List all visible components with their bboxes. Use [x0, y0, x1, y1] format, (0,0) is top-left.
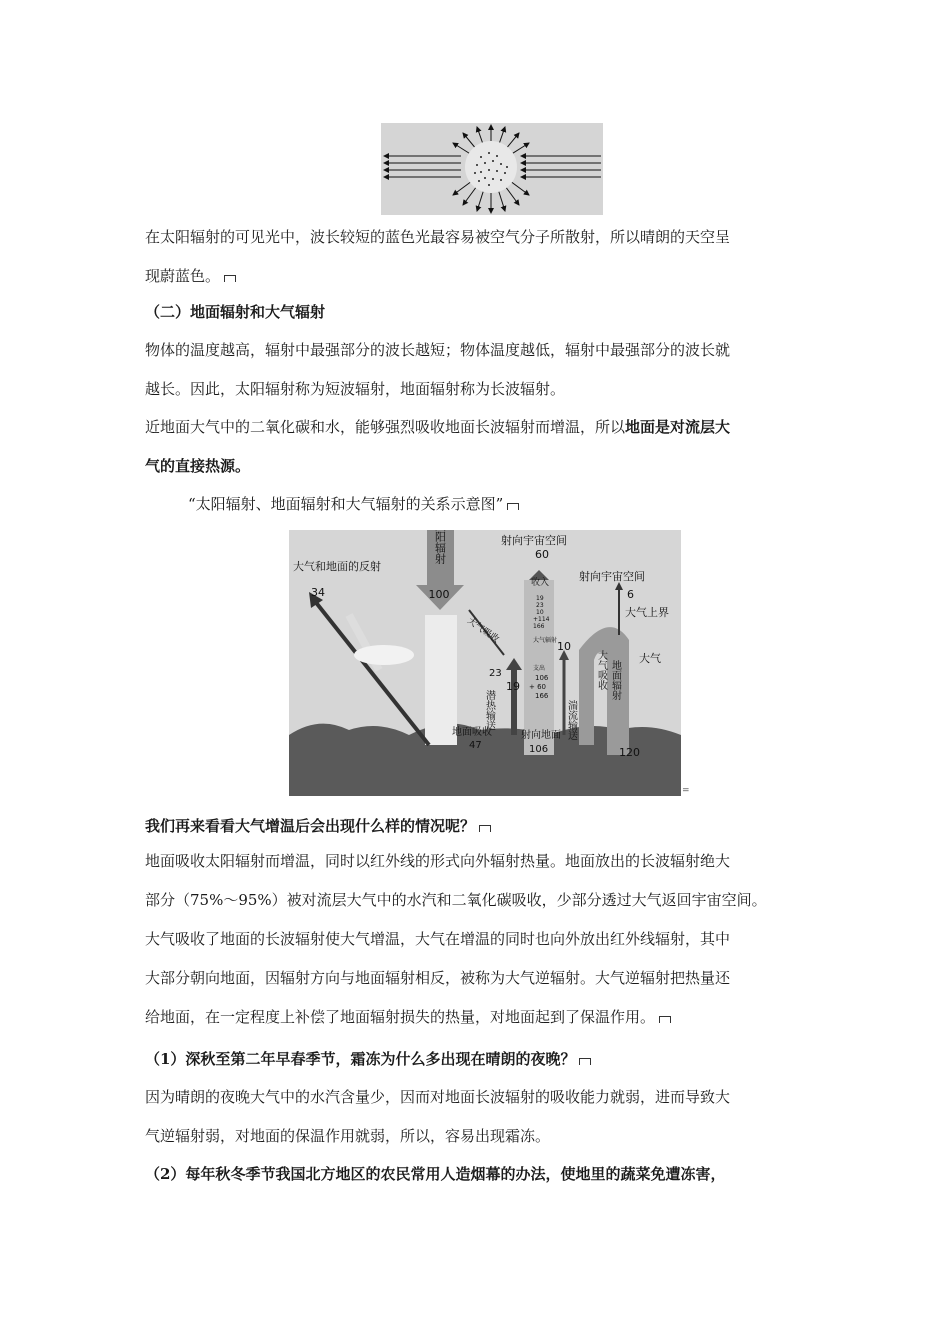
calc1-e: 166: [533, 623, 545, 630]
p4-line2: 部分（75%～95%）被对流层大气中的水汽和二氧化碳吸收，少部分透过大气返回宇宙空间。: [145, 891, 767, 909]
value-19: 19: [506, 680, 520, 693]
value-120: 120: [619, 746, 640, 759]
calc1-a: 19: [536, 595, 544, 602]
paragraph-scattering: [145, 218, 825, 296]
p3-line2: 气的直接热源。: [145, 457, 251, 475]
space1-label: 射向宇宙空间: [501, 534, 567, 547]
p2-line1: 物体的温度越高，辐射中最强部分的波长越短；物体温度越低，辐射中最强部分的波长就: [145, 341, 731, 359]
answer-1: [145, 1078, 825, 1156]
space1-value: 60: [535, 548, 549, 561]
p4-line3: 大气吸收了地面的长波辐射使大气增温，大气在增温的同时也向外放出红外线辐射，其中: [145, 930, 731, 948]
expense-label: 支出: [533, 665, 546, 672]
a1-line1: 因为晴朗的夜晚大气中的水汽含量少，因而对地面长波辐射的吸收能力就弱，进而导致大: [145, 1088, 731, 1106]
value-47: 47: [469, 740, 482, 751]
cloud-shape: [354, 645, 414, 665]
radiation-svg: [289, 530, 681, 796]
income-label: 收入: [531, 578, 550, 588]
solar-value: 100: [428, 588, 450, 601]
turbulence-label: 湍流输送: [565, 700, 577, 740]
solar-label: 太阳辐射: [433, 530, 447, 564]
question-2: （2）每年秋冬季节我国北方地区的农民常用人造烟幕的办法，使地里的蔬菜免遭冻害，: [145, 1165, 726, 1183]
value-106: 106: [529, 744, 549, 755]
atm-absorb2-label: 大气吸收: [595, 650, 607, 690]
atmosphere-label: 大气: [639, 652, 661, 665]
p4-line5: 给地面，在一定程度上补偿了地面辐射损失的热量，对地面起到了保温作用。: [145, 1008, 656, 1026]
caption-text: “太阳辐射、地面辐射和大气辐射的关系示意图”: [188, 495, 504, 513]
paragraph-wavelength: [145, 331, 825, 409]
figure-mark: =: [682, 786, 690, 796]
calc1-c: 10: [536, 609, 544, 616]
reflect-value: 34: [311, 586, 325, 599]
paragraph-mark-icon: [659, 1016, 671, 1023]
p1-line2: 现蔚蓝色。: [145, 267, 221, 285]
space2-value: 6: [627, 588, 634, 601]
paragraph-mark-icon: [579, 1058, 591, 1065]
p3-line1a: 近地面大气中的二氧化碳和水，能够强烈吸收地面长波辐射而增温，所以: [145, 418, 626, 436]
space2-label: 射向宇宙空间: [579, 570, 645, 583]
paragraph-mark-icon: [479, 825, 491, 832]
question-1: [145, 1040, 825, 1079]
scattering-svg: [381, 123, 603, 215]
question-intro: [145, 807, 825, 846]
calc2-b: + 60: [529, 683, 546, 691]
calc2-a: 106: [535, 674, 549, 682]
ground-absorb-label: 地面吸收: [452, 727, 492, 738]
calc1-d: +114: [533, 616, 550, 623]
p1-line1: 在太阳辐射的可见光中，波长较短的蓝色光最容易被空气分子所散射，所以晴朗的天空呈: [145, 228, 731, 246]
solar-beam: [425, 615, 457, 745]
reflect-label: 大气和地面的反射: [293, 560, 381, 573]
calc2-c: 166: [535, 692, 549, 700]
q-intro-text: 我们再来看看大气增温后会出现什么样的情况呢？: [145, 817, 476, 835]
paragraph-counter-radiation: [145, 842, 825, 1037]
atm-rad-label: 大气辐射: [533, 637, 558, 644]
paragraph-heat-source: [145, 408, 825, 486]
section-heading: （二）地面辐射和大气辐射: [145, 303, 326, 321]
calc1-b: 23: [536, 602, 544, 609]
radiation-diagram: [289, 530, 681, 796]
p4-line1: 地面吸收太阳辐射而增温，同时以红外线的形式向外辐射热量。地面放出的长波辐射绝大: [145, 852, 731, 870]
q1-text: （1）深秋至第二年早春季节，霜冻为什么多出现在晴朗的夜晚？: [145, 1050, 576, 1068]
paragraph-mark-icon: [224, 275, 236, 282]
scattering-diagram: [381, 123, 603, 215]
p3-line1b: 地面是对流层大: [625, 418, 731, 436]
upper-label: 大气上界: [625, 606, 669, 619]
a1-line2: 气逆辐射弱，对地面的保温作用就弱，所以，容易出现霜冻。: [145, 1127, 551, 1145]
value-23: 23: [489, 668, 502, 679]
to-ground-label: 射向地面: [521, 730, 561, 741]
p2-line2: 越长。因此，太阳辐射称为短波辐射，地面辐射称为长波辐射。: [145, 380, 566, 398]
latent-label: 潜热输送: [483, 690, 495, 730]
ground-rad-label: 地面辐射: [609, 660, 621, 700]
paragraph-mark-icon: [507, 503, 519, 510]
p4-line4: 大部分朝向地面，因辐射方向与地面辐射相反，被称为大气逆辐射。大气逆辐射把热量还: [145, 969, 731, 987]
value-10: 10: [557, 640, 571, 653]
atm-absorb-label: 大气吸收: [465, 616, 501, 646]
figure-caption: [188, 485, 868, 524]
